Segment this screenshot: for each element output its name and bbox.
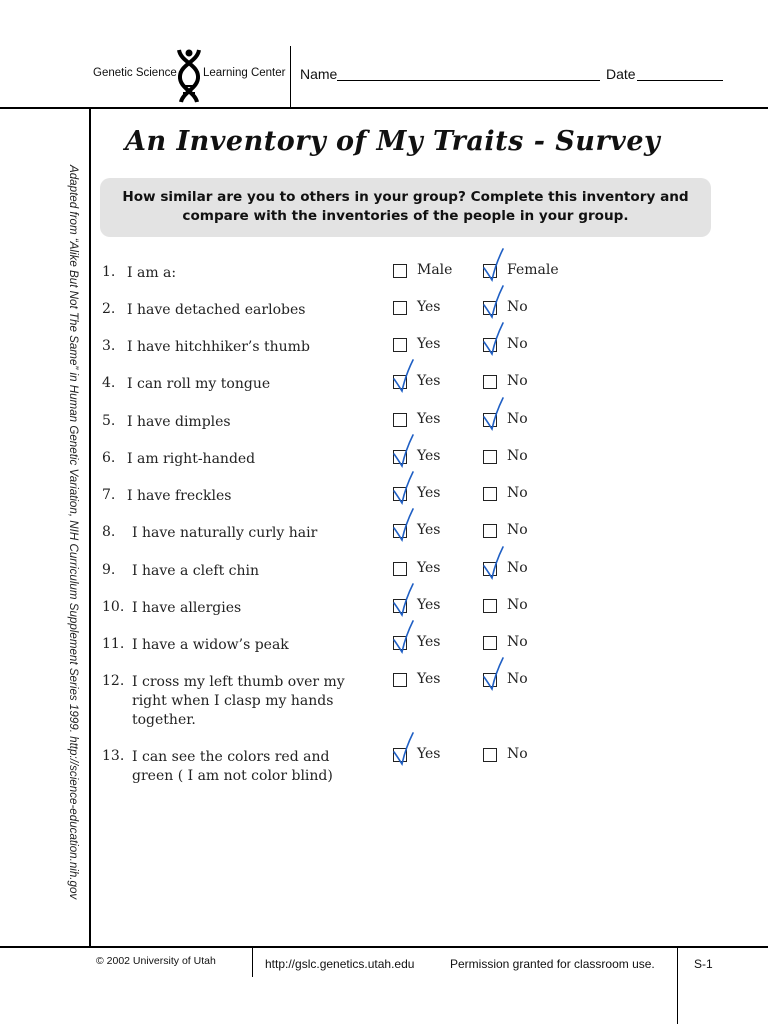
header-divider: [0, 107, 768, 109]
question-text: I am a:: [127, 265, 177, 281]
question-number: 13.: [102, 748, 125, 764]
question-number: 11.: [102, 636, 125, 652]
option-label: Male: [417, 262, 453, 278]
checkbox-option-1[interactable]: [393, 562, 407, 576]
logo-text-left: Genetic Science: [93, 67, 177, 79]
option-label: Yes: [417, 671, 441, 687]
handwritten-check-icon: [481, 247, 507, 281]
option-label: No: [507, 597, 528, 613]
dna-figure-icon: [171, 46, 207, 104]
question-text: I have detached earlobes: [127, 302, 306, 318]
question-text: I can roll my tongue: [127, 376, 271, 392]
date-field[interactable]: [637, 80, 723, 81]
footer-copyright: © 2002 University of Utah: [96, 955, 216, 967]
handwritten-check-icon: [391, 470, 417, 504]
handwritten-check-icon: [391, 619, 417, 653]
checkbox-option-1[interactable]: [393, 264, 407, 278]
handwritten-check-icon: [481, 321, 507, 355]
question-text: I have a cleft chin: [132, 563, 259, 579]
footer-vertical-divider-1: [252, 947, 253, 977]
option-label: No: [507, 634, 528, 650]
question-text: I have hitchhiker’s thumb: [127, 339, 310, 355]
question-text: I cross my left thumb over my right when I clasp my hands together.: [132, 674, 345, 728]
option-label: Female: [507, 262, 559, 278]
option-label: Yes: [417, 560, 441, 576]
option-label: Yes: [417, 634, 441, 650]
footer-page-id: S-1: [694, 957, 713, 971]
question-number: 12.: [102, 673, 125, 689]
question-text: I have freckles: [127, 488, 232, 504]
question-number: 7.: [102, 487, 116, 503]
handwritten-check-icon: [391, 582, 417, 616]
option-label: No: [507, 373, 528, 389]
option-label: No: [507, 671, 528, 687]
checkbox-option-2[interactable]: [483, 524, 497, 538]
checkbox-option-2[interactable]: [483, 375, 497, 389]
question-text: I have a widow’s peak: [132, 637, 289, 653]
checkbox-option-2[interactable]: [483, 636, 497, 650]
footer-url: http://gslc.genetics.utah.edu: [265, 957, 415, 971]
checkbox-option-1[interactable]: [393, 301, 407, 315]
question-text: I can see the colors red and green ( I am not color blind): [132, 749, 333, 784]
logo-text-right: Learning Center: [203, 67, 286, 79]
footer-permission: Permission granted for classroom use.: [450, 957, 655, 971]
question-number: 8.: [102, 524, 116, 540]
question-number: 6.: [102, 450, 116, 466]
handwritten-check-icon: [481, 396, 507, 430]
name-label: Name: [300, 66, 338, 82]
option-label: No: [507, 411, 528, 427]
gslc-logo: [93, 46, 286, 104]
checkbox-option-1[interactable]: [393, 673, 407, 687]
option-label: Yes: [417, 448, 441, 464]
page-title: An Inventory of My Traits - Survey: [125, 126, 661, 157]
date-label: Date: [606, 66, 636, 82]
option-label: No: [507, 746, 528, 762]
question-text: I have dimples: [127, 414, 231, 430]
question-number: 10.: [102, 599, 125, 615]
option-label: No: [507, 485, 528, 501]
option-label: Yes: [417, 485, 441, 501]
option-label: No: [507, 299, 528, 315]
question-text: I have allergies: [132, 600, 242, 616]
checkbox-option-2[interactable]: [483, 748, 497, 762]
option-label: Yes: [417, 411, 441, 427]
option-label: Yes: [417, 746, 441, 762]
question-number: 4.: [102, 375, 116, 391]
name-field[interactable]: [337, 80, 600, 81]
question-text: I am right-handed: [127, 451, 256, 467]
option-label: No: [507, 522, 528, 538]
side-citation: [65, 165, 95, 900]
question-number: 1.: [102, 264, 116, 280]
checkbox-option-2[interactable]: [483, 450, 497, 464]
option-label: No: [507, 448, 528, 464]
option-label: Yes: [417, 299, 441, 315]
option-label: Yes: [417, 373, 441, 389]
option-label: No: [507, 336, 528, 352]
question-number: 9.: [102, 562, 116, 578]
handwritten-check-icon: [391, 507, 417, 541]
handwritten-check-icon: [391, 731, 417, 765]
header-vertical-divider: [290, 46, 291, 107]
option-label: Yes: [417, 336, 441, 352]
handwritten-check-icon: [481, 545, 507, 579]
handwritten-check-icon: [481, 284, 507, 318]
handwritten-check-icon: [391, 433, 417, 467]
checkbox-option-2[interactable]: [483, 599, 497, 613]
checkbox-option-2[interactable]: [483, 487, 497, 501]
side-citation-text: Adapted from “Alike But Not The Same” in Human Genetic Variation, NIH Curriculum Supplement Series 1999. http://science-education.nih.gov: [67, 165, 80, 900]
handwritten-check-icon: [481, 656, 507, 690]
intro-box: [100, 178, 711, 237]
option-label: No: [507, 560, 528, 576]
question-number: 2.: [102, 301, 116, 317]
handwritten-check-icon: [391, 358, 417, 392]
question-number: 3.: [102, 338, 116, 354]
question-text: I have naturally curly hair: [132, 525, 318, 541]
question-number: 5.: [102, 413, 116, 429]
footer-divider: [0, 946, 768, 948]
checkbox-option-1[interactable]: [393, 338, 407, 352]
intro-text: How similar are you to others in your group? Complete this inventory and compare with the inventories of the people in your group.: [122, 189, 689, 224]
footer-vertical-divider-2: [677, 947, 678, 1024]
option-label: Yes: [417, 522, 441, 538]
option-label: Yes: [417, 597, 441, 613]
checkbox-option-1[interactable]: [393, 413, 407, 427]
